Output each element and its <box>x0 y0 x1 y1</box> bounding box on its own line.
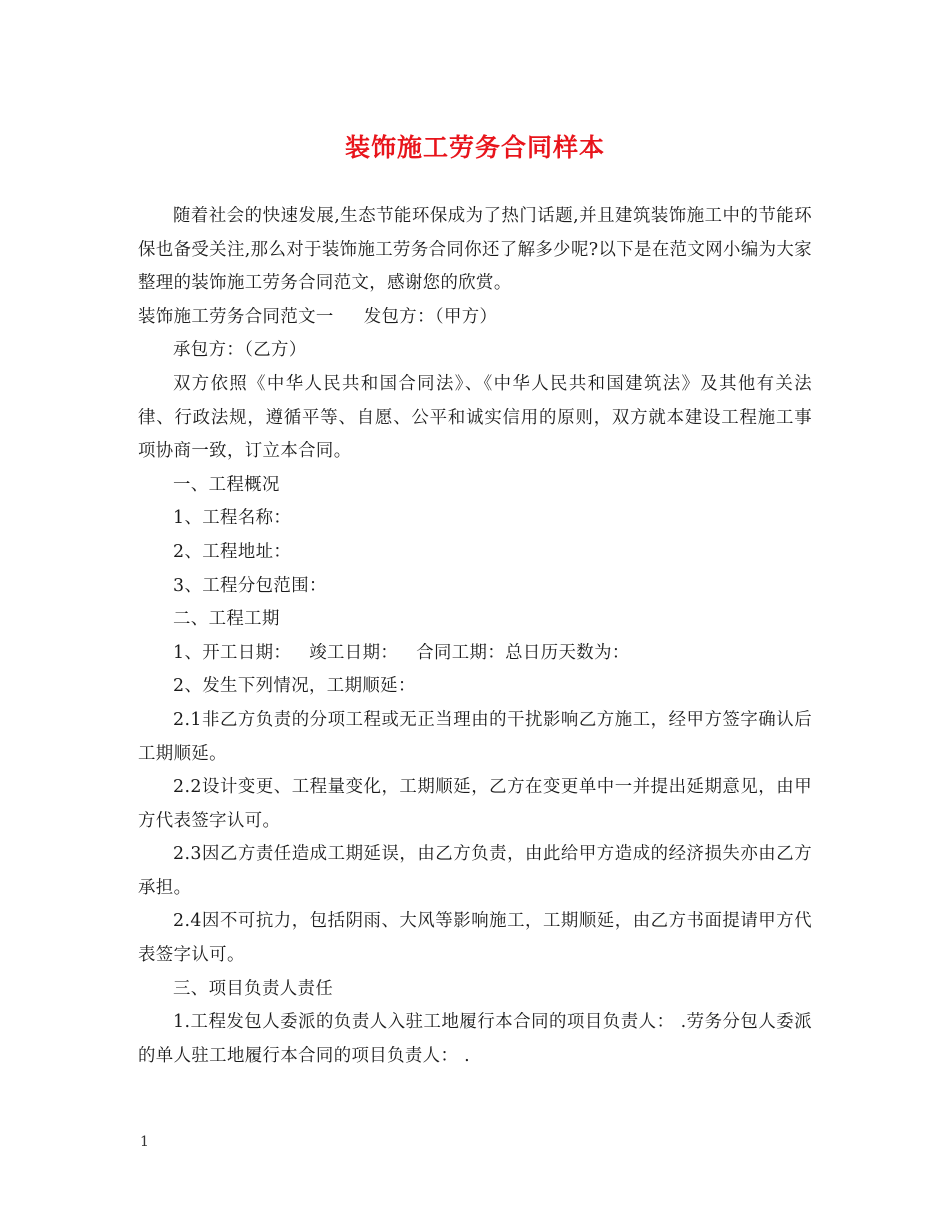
start-date-label: 1、开工日期： <box>173 642 292 663</box>
section-1-item-2: 2、工程地址： <box>173 541 292 562</box>
sample-label: 装饰施工劳务合同范文一 <box>138 306 334 327</box>
section-1-item-1: 1、工程名称： <box>173 508 292 529</box>
section-2-item-2-1: 2.1非乙方负责的分项工程或无正当理由的干扰影响乙方施工，经甲方签字确认后工期顺延。 <box>138 709 812 764</box>
section-3-heading: 三、项目负责人责任 <box>173 978 334 999</box>
completion-date-label: 竣工日期： <box>309 642 399 663</box>
section-2-item-2-4: 2.4因不可抗力，包括阴雨、大风等影响施工，工期顺延，由乙方书面提请甲方代表签字认可。 <box>138 911 812 966</box>
party-a-label: 发包方：（甲方） <box>363 306 498 327</box>
section-1-item-3: 3、工程分包范围： <box>173 575 327 596</box>
section-2-item-2: 2、发生下列情况，工期顺延： <box>173 676 416 697</box>
document-title: 装饰施工劳务合同样本 <box>344 133 605 162</box>
section-2-item-2-2: 2.2设计变更、工程量变化，工期顺延，乙方在变更单中一并提出延期意见，由甲方代表签字认可。 <box>138 777 812 831</box>
section-3-item-1: 1.工程发包人委派的负责人入驻工地履行本合同的项目负责人： .劳务分包人委派的单人驻工地履行本合同的项目负责人： . <box>138 1012 812 1066</box>
contract-duration-label: 合同工期：总日历天数为： <box>416 642 630 663</box>
page-number: 1 <box>140 1134 149 1150</box>
intro-paragraph: 随着社会的快速发展,生态节能环保成为了热门话题,并且建筑装饰施工中的节能环保也备受关注,那么对于装饰施工劳务合同你还了解多少呢?以下是在范文网小编为大家整理的装饰施工劳务合同范文，感谢您的欣赏。 <box>138 206 812 294</box>
section-2-item-2-3: 2.3因乙方责任造成工期延误，由乙方负责，由此给甲方造成的经济损失亦由乙方承担。 <box>138 844 812 898</box>
preamble-paragraph: 双方依照《中华人民共和国合同法》、《中华人民共和国建筑法》及其他有关法律、行政法规，遵循平等、自愿、公平和诚实信用的原则，双方就本建设工程施工事项协商一致，订立本合同。 <box>138 373 812 462</box>
party-b-label: 承包方：（乙方） <box>173 340 307 361</box>
sample-label-line <box>138 301 812 335</box>
section-1-heading: 一、工程概况 <box>173 474 280 495</box>
section-2-item-1 <box>138 637 812 671</box>
section-2-heading: 二、工程工期 <box>173 609 280 630</box>
document-body <box>138 200 812 1073</box>
